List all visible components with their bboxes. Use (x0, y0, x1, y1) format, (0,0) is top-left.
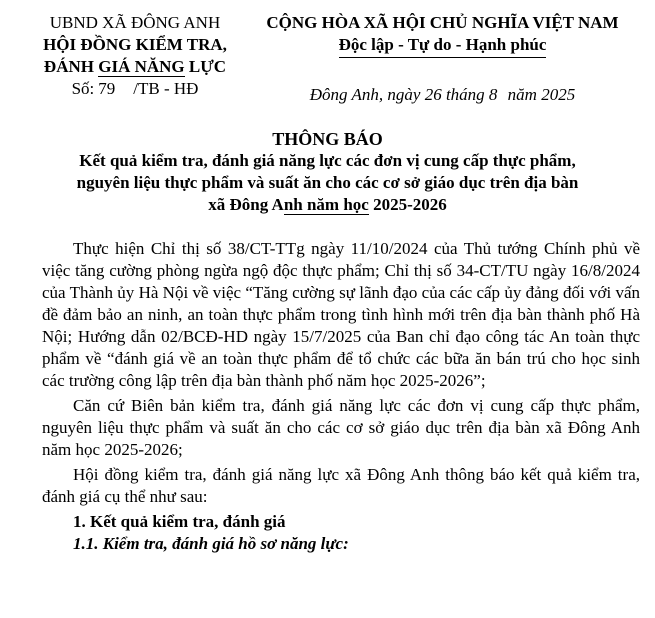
subject-line3-start: xã Đông A (208, 195, 284, 214)
notice-subject-line2: nguyên liệu thực phẩm và suất ăn cho các cơ sở giáo dục trên địa bàn (76, 173, 579, 192)
country-name: CỘNG HÒA XÃ HỘI CHỦ NGHĨA VIỆT NAM (266, 13, 619, 32)
agency-name: UBND XÃ ĐÔNG ANH (49, 13, 221, 32)
date-line (250, 85, 635, 105)
council-name-line2 (20, 56, 250, 78)
paragraph-basis: Căn cứ Biên bản kiểm tra, đánh giá năng lực các đơn vị cung cấp thực phẩm, nguyên liệu thực phẩm và suất ăn cho các cơ sở giáo dục trên địa bàn xã Đông Anh năm học 2025-2026; (42, 396, 640, 459)
day-label: ngày (387, 85, 421, 104)
paragraph-directives: Thực hiện Chỉ thị số 38/CT-TTg ngày 11/10/2024 của Thủ tướng Chính phủ về việc tăng cường phòng ngừa ngộ độc thực phẩm; Chỉ thị số 34-CT/TU ngày 16/8/2024 của Thành ủy Hà Nội về việc “Tăng cường sự lãnh đạo của các cấp ủy đảng đối với vấn đề đảm bảo an ninh, an toàn thực phẩm trong tình hình mới trên địa bàn thành phố Hà Nội; Hướng dẫn 02/BCĐ-HD ngày 15/7/2025 của Ban chỉ đạo công tác An toàn thực phẩm về “đánh giá về an toàn thực phẩm để tổ chức các bữa ăn bán trú cho học sinh các trường công lập trên địa bàn thành phố năm học 2025-2026”; (42, 239, 640, 390)
notice-body (42, 238, 640, 555)
number-label: Số: (71, 79, 95, 98)
subsection-heading-dossier: 1.1. Kiểm tra, đánh giá hồ sơ năng lực: (73, 534, 349, 553)
date-place: Đông Anh, (309, 85, 384, 104)
issuer-block (20, 12, 250, 100)
day-value: 26 (424, 85, 442, 104)
month-label: tháng (445, 85, 485, 104)
council-line2-underlined: GIÁ NĂNG (98, 57, 185, 76)
number-code: /TB - HĐ (133, 79, 199, 98)
subject-line3-end: 2025-2026 (368, 195, 447, 214)
council-name-line1: HỘI ĐỒNG KIỂM TRA, (43, 35, 227, 54)
subject-line3-underlined: nh năm học (283, 195, 369, 214)
year-label: năm (507, 85, 537, 104)
council-line2-start: ĐÁNH (43, 57, 99, 76)
document-number (20, 78, 250, 100)
paragraph-announcement: Hội đồng kiểm tra, đánh giá năng lực xã Đông Anh thông báo kết quả kiểm tra, đánh giá cụ thể như sau: (42, 465, 640, 506)
month-value: 8 (488, 85, 498, 104)
national-motto: Độc lập - Tự do - Hạnh phúc (339, 34, 547, 58)
national-header (250, 12, 635, 58)
year-value: 2025 (541, 85, 576, 104)
section-heading-results: 1. Kết quả kiểm tra, đánh giá (73, 512, 286, 531)
notice-title (20, 128, 635, 216)
notice-subject-line1: Kết quả kiểm tra, đánh giá năng lực các đơn vị cung cấp thực phẩm, (79, 151, 576, 170)
council-line2-end: LỰC (184, 57, 227, 76)
number-value: 79 (98, 79, 116, 98)
notice-subject-line3 (20, 194, 635, 216)
notice-heading: THÔNG BÁO (272, 129, 383, 149)
